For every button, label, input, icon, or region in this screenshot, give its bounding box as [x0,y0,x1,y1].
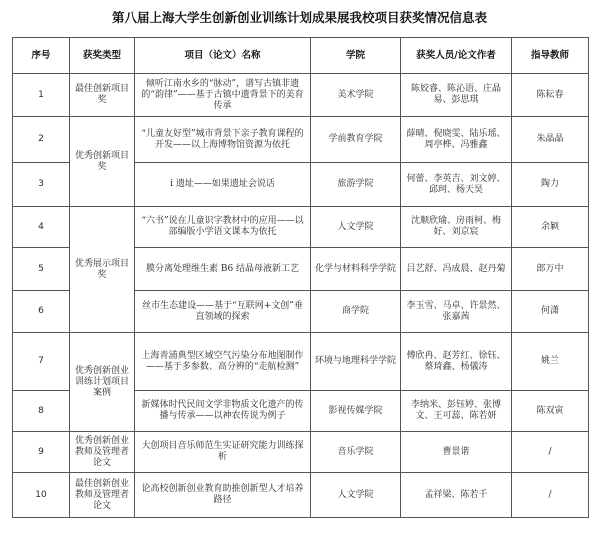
project-cell: 倾听江南水乡的“脉动”，谱写古镇非遗的“韵律”——基于古镇中遗背景下的美育传承 [135,74,311,117]
advisor-cell: / [512,432,589,473]
table-row [13,432,589,473]
project-cell: 丝市生态建设——基于“互联网+文创”垂直领域的探索 [135,291,311,333]
advisor-cell: 陶力 [512,163,589,207]
seq-cell: 3 [13,163,70,207]
seq-cell: 8 [13,391,70,432]
table-row [13,333,589,391]
seq-cell: 7 [13,333,70,391]
project-cell: 论高校创新创业教育助推创新型人才培养路径 [135,473,311,518]
col-header-project: 项目（论文）名称 [135,38,311,74]
project-cell: 膜分离处理维生素 B6 结晶母液新工艺 [135,248,311,291]
table-row [13,207,589,248]
col-header-people: 获奖人员/论文作者 [401,38,512,74]
college-cell: 商学院 [311,291,401,333]
award-type-cell: 优秀创新创业训练计划项目案例 [70,333,135,432]
seq-cell: 1 [13,74,70,117]
people-cell: 傅欣冉、赵芳红、徐钰、蔡琦鑫、杨儀涛 [401,333,512,391]
college-cell: 美术学院 [311,74,401,117]
advisor-cell: 何潇 [512,291,589,333]
people-cell: 陈姣睿、陈沁语、庄晶易、彭思琪 [401,74,512,117]
award-type-cell: 优秀创新创业教师及管理者论文 [70,432,135,473]
col-header-advisor: 指导教师 [512,38,589,74]
table-row [13,473,589,518]
college-cell: 音乐学院 [311,432,401,473]
college-cell: 人文学院 [311,473,401,518]
col-header-college: 学院 [311,38,401,74]
people-cell: 薛晴、倪晓雯、陆乐瑶、周亭桦、冯雅鑫 [401,117,512,163]
seq-cell: 9 [13,432,70,473]
seq-cell: 2 [13,117,70,163]
seq-cell: 10 [13,473,70,518]
advisor-cell: 朱晶晶 [512,117,589,163]
people-cell: 何蕾、李英吉、刘文婷、邱珂、杨天昊 [401,163,512,207]
award-type-cell: 最佳创新创业教师及管理者论文 [70,473,135,518]
advisor-cell: 陈耘春 [512,74,589,117]
advisor-cell: / [512,473,589,518]
advisor-cell: 郎万中 [512,248,589,291]
college-cell: 环境与地理科学学院 [311,333,401,391]
seq-cell: 5 [13,248,70,291]
award-type-cell: 优秀创新项目奖 [70,117,135,207]
project-cell: “儿童友好型”城市背景下亲子教育课程的开发——以上海博物馆资源为依托 [135,117,311,163]
college-cell: 影视传媒学院 [311,391,401,432]
college-cell: 人文学院 [311,207,401,248]
project-cell: 上海青浦典型区域空气污染分布地图制作——基于多参数、高分辨的“走航检测” [135,333,311,391]
project-cell: “六书”说在儿童识字教材中的应用——以部编版小学语文课本为依托 [135,207,311,248]
people-cell: 吕艺舒、冯成晨、赵丹菊 [401,248,512,291]
col-header-award-type: 获奖类型 [70,38,135,74]
seq-cell: 6 [13,291,70,333]
people-cell: 李玉雪、马卓、许景然、张嘉茜 [401,291,512,333]
college-cell: 旅游学院 [311,163,401,207]
people-cell: 曹景谐 [401,432,512,473]
document-title: 第八届上海大学生创新创业训练计划成果展我校项目获奖情况信息表 [111,10,487,25]
project-cell: 大创项目音乐师范生实证研究能力训练探析 [135,432,311,473]
advisor-cell: 姚兰 [512,333,589,391]
advisor-cell: 余颖 [512,207,589,248]
people-cell: 李纳米、彭钰婷、张博文、王可蕊、陈若妍 [401,391,512,432]
table-row [13,74,589,117]
people-cell: 沈顺欣瑜、房雨柯、梅好、刘京宸 [401,207,512,248]
award-table [12,37,589,518]
project-cell: 新媒体时代民间文学非物质文化遗产的传播与传承——以神农传说为例子 [135,391,311,432]
col-header-seq: 序号 [13,38,70,74]
college-cell: 化学与材料科学学院 [311,248,401,291]
table-row [13,117,589,163]
award-type-cell: 最佳创新项目奖 [70,74,135,117]
seq-cell: 4 [13,207,70,248]
project-cell: i 遗址——如果遗址会说话 [135,163,311,207]
award-type-cell: 优秀展示项目奖 [70,207,135,333]
header-row [13,38,589,74]
people-cell: 孟祥梁、陈若千 [401,473,512,518]
college-cell: 学前教育学院 [311,117,401,163]
advisor-cell: 陈双寅 [512,391,589,432]
